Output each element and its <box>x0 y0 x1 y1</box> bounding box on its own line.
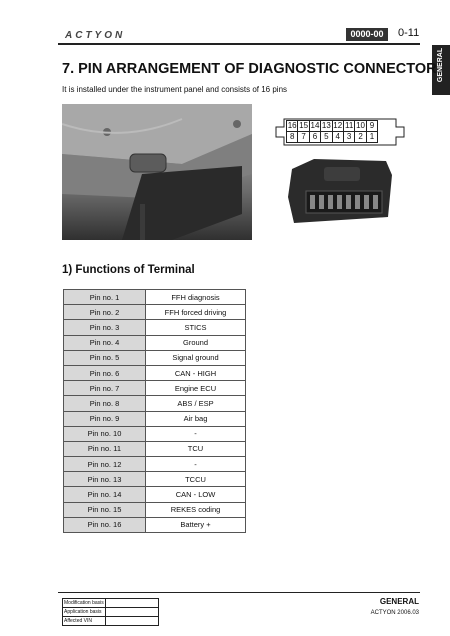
pin-cell: Pin no. 13 <box>64 472 146 487</box>
function-cell: Signal ground <box>146 350 246 365</box>
pin-label: 2 <box>354 131 366 143</box>
pin-cell: Pin no. 5 <box>64 350 146 365</box>
mod-label: Modification basis <box>64 600 104 606</box>
pin-cell: Pin no. 4 <box>64 335 146 350</box>
pin-label: 10 <box>356 121 365 130</box>
function-cell: FFH forced driving <box>146 305 246 320</box>
pin-label: 14 <box>310 121 320 130</box>
function-cell: CAN - HIGH <box>146 365 246 380</box>
connector-photo <box>284 157 394 229</box>
function-cell: CAN - LOW <box>146 487 246 502</box>
table-row <box>64 350 246 365</box>
table-row <box>64 441 246 456</box>
function-cell: Battery + <box>146 517 246 532</box>
photo-drawing <box>62 104 252 240</box>
table-row <box>64 502 246 517</box>
function-cell: FFH diagnosis <box>146 290 246 305</box>
table-row <box>64 320 246 335</box>
table-row <box>64 305 246 320</box>
table-row <box>64 517 246 532</box>
function-cell: - <box>146 457 246 472</box>
pin-cell: Pin no. 11 <box>64 441 146 456</box>
pin-label: 3 <box>343 131 355 143</box>
function-cell: - <box>146 426 246 441</box>
pin-label: 1 <box>366 131 378 143</box>
pin-cell: Pin no. 16 <box>64 517 146 532</box>
table-row <box>64 396 246 411</box>
pin-label: 16 <box>287 121 297 130</box>
pin-cell: Pin no. 7 <box>64 381 146 396</box>
mod-value <box>106 608 159 617</box>
page-title: 7. PIN ARRANGEMENT OF DIAGNOSTIC CONNECTOR <box>62 61 437 77</box>
footer-section-name: GENERAL <box>379 597 419 606</box>
instrument-panel-photo <box>62 104 252 240</box>
modification-table <box>62 598 159 626</box>
pin-label: 4 <box>332 131 344 143</box>
pin-row-bottom <box>286 131 377 143</box>
pin-label: 11 <box>343 120 355 132</box>
pin-cell: Pin no. 15 <box>64 502 146 517</box>
pin-label: 12 <box>333 121 343 130</box>
function-cell: Air bag <box>146 411 246 426</box>
table-row <box>64 365 246 380</box>
pin-cell: Pin no. 9 <box>64 411 146 426</box>
function-cell: Engine ECU <box>146 381 246 396</box>
table-row <box>64 381 246 396</box>
document-code-badge: 0000-00 <box>346 28 388 41</box>
table-row <box>63 617 159 626</box>
function-cell: ABS / ESP <box>146 396 246 411</box>
mod-label: Application basis <box>63 608 106 617</box>
page-number: 0-11 <box>398 27 420 39</box>
function-cell: STICS <box>146 320 246 335</box>
table-row <box>64 487 246 502</box>
function-cell: TCCU <box>146 472 246 487</box>
footer-divider <box>58 592 420 593</box>
pin-label: 6 <box>309 131 321 143</box>
pin-cell: Pin no. 6 <box>64 365 146 380</box>
page-subtitle: It is installed under the instrument panel and consists of 16 pins <box>62 85 288 94</box>
mod-value <box>106 617 159 626</box>
side-tab-label: GENERAL <box>437 47 444 83</box>
table-row <box>64 426 246 441</box>
function-cell: REKES coding <box>146 502 246 517</box>
pin-label: 8 <box>286 131 298 143</box>
footer-model: ACTYON 2006.03 <box>370 610 419 616</box>
function-cell: Ground <box>146 335 246 350</box>
pin-label: 13 <box>321 121 331 130</box>
table-row <box>64 457 246 472</box>
pin-label: 9 <box>366 120 378 132</box>
pin-label: 5 <box>320 131 332 143</box>
section-title: 1) Functions of Terminal <box>62 264 195 276</box>
pin-cell: Pin no. 8 <box>64 396 146 411</box>
table-row <box>64 335 246 350</box>
pin-cell: Pin no. 12 <box>64 457 146 472</box>
mod-label: Affected VIN <box>63 617 106 626</box>
table-row <box>63 608 159 617</box>
pin-cell: Pin no. 1 <box>64 290 146 305</box>
pin-cell: Pin no. 3 <box>64 320 146 335</box>
header-divider <box>58 43 420 45</box>
table-row <box>63 599 159 608</box>
pin-label: 15 <box>299 121 309 130</box>
pin-function-table <box>63 289 246 533</box>
function-cell: TCU <box>146 441 246 456</box>
pin-cell: Pin no. 2 <box>64 305 146 320</box>
table-row <box>64 411 246 426</box>
pin-label: 7 <box>297 131 309 143</box>
pin-cell: Pin no. 14 <box>64 487 146 502</box>
table-row <box>64 472 246 487</box>
mod-value <box>106 599 159 608</box>
pin-cell: Pin no. 10 <box>64 426 146 441</box>
table-row <box>64 290 246 305</box>
brand-logo: ACTYON <box>65 30 126 41</box>
